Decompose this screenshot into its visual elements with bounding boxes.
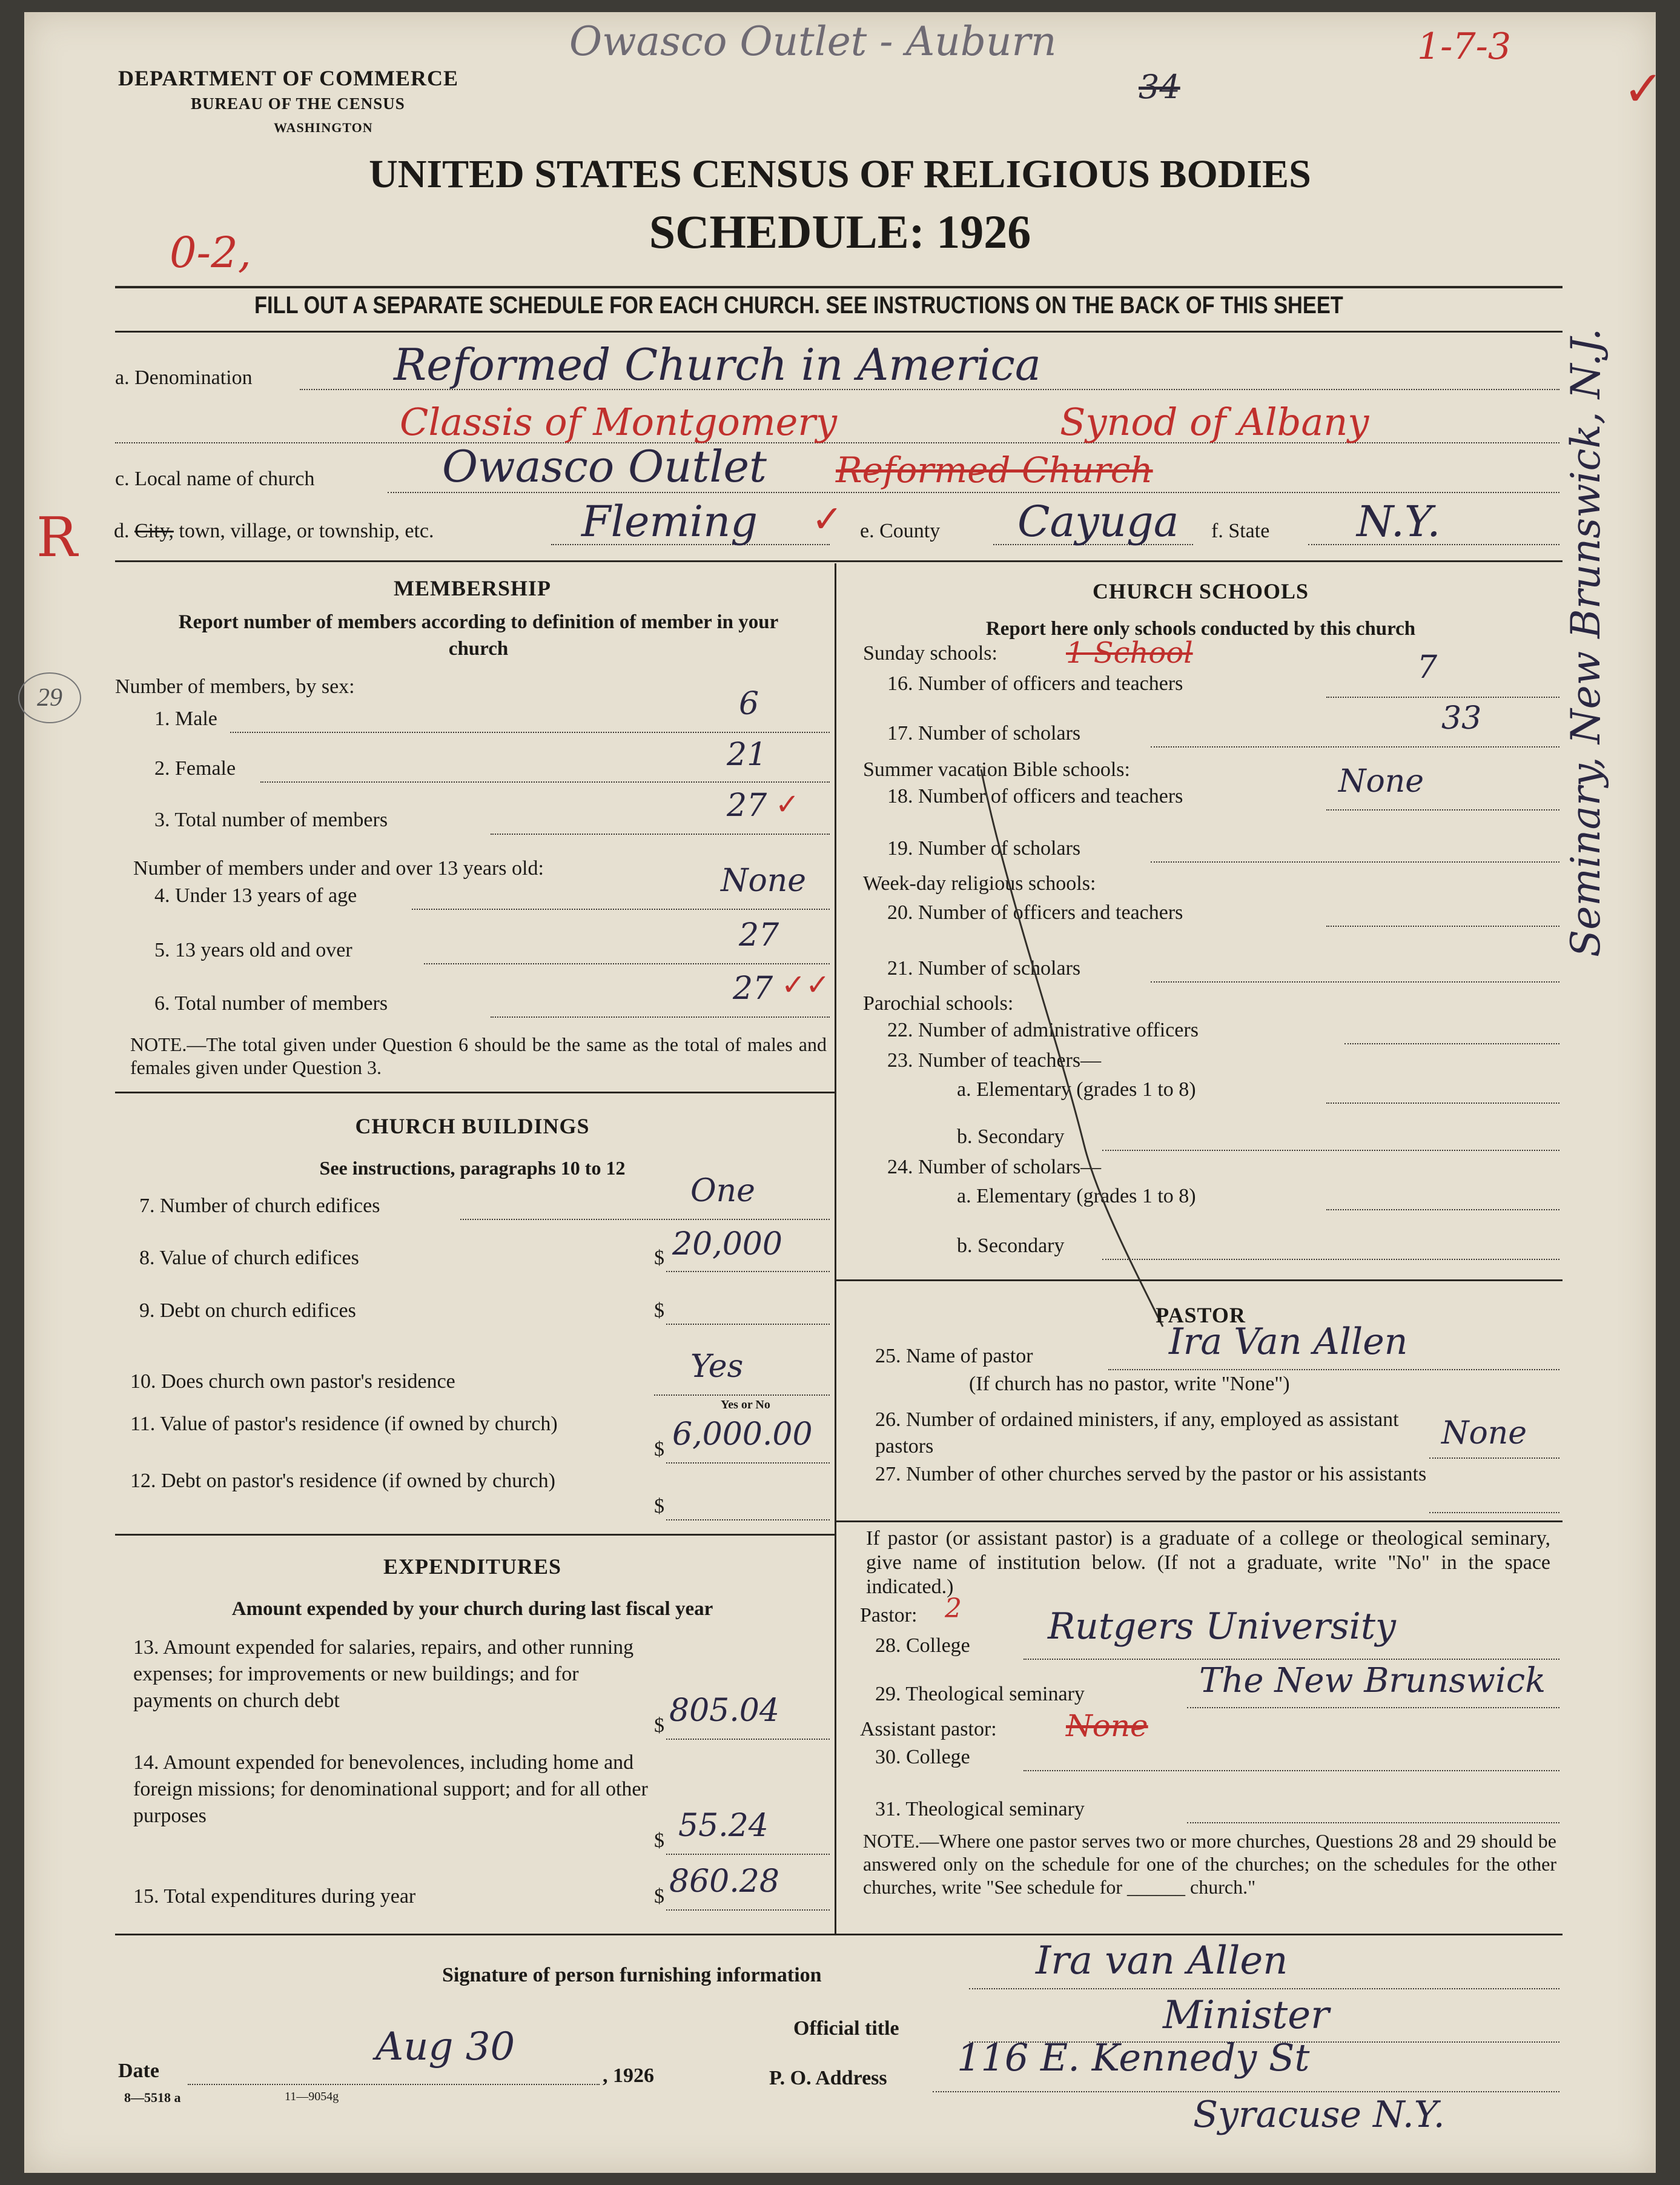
po-city-value: Syracuse N.Y. [1193,2094,1445,2136]
q30-label: 30. College [875,1746,970,1768]
answer-line [491,834,830,835]
q23b-label: b. Secondary [957,1126,1065,1148]
q28-label: 28. College [875,1634,970,1657]
red-double-check: ✓✓ [781,969,830,1001]
pastor-red-mark: 2 [945,1593,962,1624]
answer-line [666,1462,830,1464]
q25-label: 25. Name of pastor [875,1345,1033,1367]
q16-label: 16. Number of officers and teachers [887,672,1183,695]
red-check-mark: ✓ [1623,63,1664,116]
membership-heading: MEMBERSHIP [393,576,551,600]
official-title-value: Minister [1163,1993,1329,2038]
q7-label: 7. Number of church edifices [139,1195,380,1217]
by-sex-label: Number of members, by sex: [115,675,355,698]
q14-value: 55.24 [678,1808,769,1844]
classis-value: Classis of Montgomery [400,400,838,444]
answer-line [1151,746,1559,748]
answer-line [1024,1659,1559,1660]
top-number-handwriting: 34 [1139,68,1180,106]
state-label: f. State [1211,520,1270,542]
expenditures-subtitle: Amount expended by your church during last fiscal year [231,1598,713,1620]
q29-value: The New Brunswick [1199,1661,1546,1700]
county-value: Cayuga [1017,497,1179,546]
census-schedule-sheet [24,12,1664,2173]
washington-label: WASHINGTON [274,120,373,135]
q2-label: 2. Female [154,757,236,780]
pastor-sub-label: Pastor: [860,1604,918,1626]
answer-line [666,1739,830,1740]
q6-label: 6. Total number of members [154,992,388,1015]
q27-label: 27. Number of other churches served by the pastor or his assistants [875,1463,1427,1485]
rule [115,1534,835,1536]
q25-value: Ira Van Allen [1169,1321,1408,1363]
q4-label: 4. Under 13 years of age [154,884,357,907]
state-value: N.Y. [1357,497,1441,546]
denomination-label: a. Denomination [115,366,253,389]
answer-line [424,963,830,964]
rule [115,331,1563,333]
q9-label: 9. Debt on church edifices [139,1299,356,1322]
local-name-value: Owasco Outlet [442,441,767,492]
top-location-handwriting: Owasco Outlet - Auburn [569,18,1057,65]
margin-r-mark: R [36,506,78,569]
yes-no-hint: Yes or No [721,1398,770,1411]
rule [836,1520,1563,1522]
q1-label: 1. Male [154,708,217,730]
membership-subtitle: Report number of members according to definition of member in your church [178,611,779,660]
q20-label: 20. Number of officers and teachers [887,901,1183,924]
q11-label: 11. Value of pastor's residence (if owned by church) [130,1413,558,1435]
print-number: 11—9054g [285,2090,339,2103]
q4-value: None [721,863,807,899]
grad-note: If pastor (or assistant pastor) is a graduate of a college or theological seminary, give name of institution below. (If not a graduate, write "No" in the space indicated.) [866,1527,1550,1598]
signature-value: Ira van Allen [1036,1938,1288,1983]
pastor-heading: PASTOR [1156,1303,1246,1327]
q10-value: Yes [690,1348,744,1385]
local-name-struck: Reformed Church [836,449,1153,491]
sunday-label: Sunday schools: [863,642,997,665]
city-struck: City, [134,520,174,542]
q25-note: (If church has no pastor, write "None") [969,1373,1290,1395]
q11-value: 6,000.00 [672,1416,813,1453]
rule [115,1934,1563,1935]
q2-value: 21 [727,737,767,773]
answer-line [1326,697,1559,698]
q8-label: 8. Value of church edifices [139,1247,359,1269]
summer-label: Summer vacation Bible schools: [863,758,1130,781]
answer-line [1326,1209,1559,1210]
answer-line [654,1394,830,1396]
q24b-label: b. Secondary [957,1235,1065,1257]
sunday-struck: 1 School [1066,636,1193,670]
year-label: , 1926 [603,2064,654,2087]
q7-value: One [690,1173,755,1209]
denomination-value: Reformed Church in America [394,339,1041,390]
top-code-handwriting: 1-7-3 [1417,25,1512,68]
q26-value: None [1441,1415,1527,1451]
answer-line [230,732,830,733]
membership-note: NOTE.—The total given under Question 6 should be the same as the total of males and females given under Question 3. [130,1033,827,1078]
dept-name: DEPARTMENT OF COMMERCE [118,66,459,90]
county-label: e. County [860,520,941,542]
answer-line [1429,1512,1559,1513]
instruction-line: FILL OUT A SEPARATE SCHEDULE FOR EACH CHURCH. SEE INSTRUCTIONS ON THE BACK OF THIS SHEET [254,292,1343,319]
answer-line [1108,1369,1559,1370]
rule [836,1279,1563,1281]
q15-value: 860.28 [669,1863,779,1900]
weekday-label: Week-day religious schools: [863,872,1096,895]
stray-pen-line [969,757,1223,1333]
q10-label: 10. Does church own pastor's residence [130,1370,455,1393]
answer-line [460,1219,830,1220]
circled-29: 29 [18,672,81,723]
q6-value: 27 [733,970,773,1007]
buildings-heading: CHURCH BUILDINGS [355,1114,590,1138]
q24-label: 24. Number of scholars— [887,1156,1102,1178]
q8-value: 20,000 [672,1226,782,1262]
answer-line [1326,1102,1559,1104]
schedule-title: SCHEDULE: 1926 [649,205,1031,258]
po-address-label: P. O. Address [769,2067,887,2089]
answer-line [1187,1707,1559,1708]
answer-line [666,1909,830,1911]
answer-line [666,1519,830,1520]
red-check: ✓ [812,499,843,540]
answer-line [1429,1457,1559,1459]
assistant-struck: None [1066,1708,1148,1743]
q28-value: Rutgers University [1048,1605,1396,1648]
answer-line [388,492,1559,493]
rule [115,1092,835,1093]
q19-label: 19. Number of scholars [887,837,1081,860]
q1-value: 6 [739,686,759,722]
q13-label: 13. Amount expended for salaries, repairs, and other running expenses; for improvements or new buildings; and for payments on church debt [133,1636,634,1712]
q22-label: 22. Number of administrative officers [887,1019,1199,1041]
q18-label: 18. Number of officers and teachers [887,785,1183,807]
date-value: Aug 30 [375,2024,515,2069]
q9-dollar: $ [654,1299,664,1322]
township-label [114,520,434,543]
pastor-note: NOTE.—Where one pastor serves two or more churches, Questions 28 and 29 should be answered only on the schedule for one of the churches; on the schedules for the other churches, write "See schedule for ______ church." [863,1830,1556,1898]
township-value: Fleming [581,497,758,546]
q5-value: 27 [739,917,779,953]
local-name-label: c. Local name of church [115,468,315,490]
bureau-name: BUREAU OF THE CENSUS [191,94,405,113]
answer-line [1187,1822,1559,1823]
answer-line [412,909,830,910]
q21-label: 21. Number of scholars [887,957,1081,980]
q16-value: 7 [1417,649,1438,686]
q15-label: 15. Total expenditures during year [133,1885,416,1908]
q14-label: 14. Amount expended for benevolences, including home and foreign missions; for denominational support; and for all other purposes [133,1751,648,1827]
q12-dollar: $ [654,1495,664,1517]
parochial-label: Parochial schools: [863,992,1014,1015]
column-divider [835,563,836,1935]
seminary-side-note: Seminary, New Brunswick, N.J. [1563,328,1609,957]
q29-label: 29. Theological seminary [875,1683,1085,1705]
answer-line [1326,926,1559,927]
q24a-label: a. Elementary (grades 1 to 8) [957,1185,1196,1207]
answer-line [666,1324,830,1325]
official-title-label: Official title [793,2017,899,2040]
answer-line [1024,1770,1559,1771]
q15-dollar: $ [654,1885,664,1908]
answer-line [666,1271,830,1272]
d-rest: town, village, or township, etc. [179,520,434,542]
q17-label: 17. Number of scholars [887,722,1081,744]
under-over-label: Number of members under and over 13 years old: [133,857,544,880]
answer-line [1326,809,1559,811]
assistant-label: Assistant pastor: [860,1718,997,1740]
date-label: Date [118,2060,159,2082]
q8-dollar: $ [654,1247,664,1269]
q26-label: 26. Number of ordained ministers, if any, employed as assistant pastors [875,1408,1399,1457]
q31-label: 31. Theological seminary [875,1798,1085,1820]
red-check: ✓ [775,789,800,821]
answer-line [1344,1043,1559,1044]
form-title: UNITED STATES CENSUS OF RELIGIOUS BODIES [369,152,1311,196]
q3-label: 3. Total number of members [154,809,388,831]
schools-subtitle: Report here only schools conducted by this church [985,618,1416,640]
q23a-label: a. Elementary (grades 1 to 8) [957,1078,1196,1101]
schools-heading: CHURCH SCHOOLS [1092,579,1309,603]
q12-label: 12. Debt on pastor's residence (if owned by church) [130,1470,555,1492]
form-number: 8—5518 a [124,2090,181,2105]
po-address-value: 116 E. Kennedy St [957,2035,1310,2080]
red-code-mark: 0-2, [170,228,251,277]
answer-line [666,1854,830,1855]
rule [115,560,1563,562]
q5-label: 5. 13 years old and over [154,939,352,961]
q13-dollar: $ [654,1714,664,1737]
expenditures-heading: EXPENDITURES [383,1554,562,1579]
q18-value: None [1338,763,1424,800]
q17-value: 33 [1441,700,1482,737]
q23-label: 23. Number of teachers— [887,1049,1102,1072]
answer-line [491,1016,830,1018]
buildings-subtitle: See instructions, paragraphs 10 to 12 [319,1157,626,1179]
q14-dollar: $ [654,1829,664,1852]
rule [115,286,1563,288]
answer-line [188,2084,600,2085]
answer-line [933,2091,1559,2092]
q11-dollar: $ [654,1438,664,1461]
synod-value: Synod of Albany [1060,400,1369,444]
q13-value: 805.04 [669,1693,779,1729]
answer-line [969,1988,1559,1989]
d-prefix: d. [114,520,130,542]
q3-value: 27 [727,787,767,824]
signature-label: Signature of person furnishing information [442,1964,822,1986]
answer-line [260,781,830,783]
